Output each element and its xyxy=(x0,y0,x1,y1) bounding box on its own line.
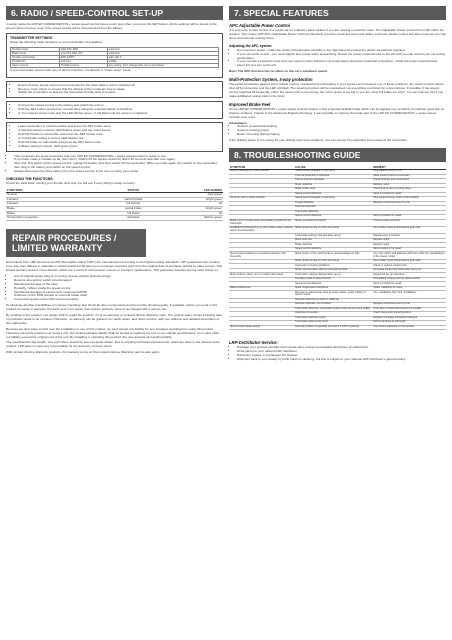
table-cell: Defective connection xyxy=(294,312,372,317)
table-cell: Receiver problem (especially with some 2.4GHz systems) xyxy=(294,325,372,330)
table-cell: Motor defective xyxy=(294,183,372,188)
list-item: • Superior braking power xyxy=(237,129,446,133)
list-item: • Connect the speed control to the battery and switch the unit on. xyxy=(18,104,219,108)
warranty-p2: To eliminate all other possibilities or improper handling, first check all other components and the trouble shooting guide, if available, before you send in this product for repair or warranty. Products sent in for repair, that operate perfectly, have to be charged with a service fee. xyxy=(6,303,218,312)
table-cell: bright green xyxy=(163,207,223,212)
table-cell: Transmitter defective, Transmitter output power too low, poor quality xyxy=(294,307,372,312)
table-cell: Allow speed control to cool down xyxy=(372,174,446,179)
brake-title: Improved Brake Feel xyxy=(229,101,271,107)
table-cell: partial throttle xyxy=(103,197,163,202)
column-header: REMEDY xyxy=(372,165,446,170)
list-item: • Ensure that the speed control is not connected to the drive battery and is switched off. xyxy=(18,84,219,88)
table-cell: Crystal defective xyxy=(294,201,372,206)
table-cell: Brake defective xyxy=(294,243,372,248)
list-item: • For maximum power - rotate the power potentiometer carefully to the right-hand stop using the plastic screwdriver supplied. xyxy=(237,49,446,53)
troubleshooting-table xyxy=(229,165,446,330)
table-cell: Motor worn out xyxy=(294,238,372,243)
table-row xyxy=(229,325,446,330)
list-item: • Connected speed control with reversed polarity xyxy=(14,298,223,302)
list-item: • Soldered on the PCB (except on external solder tabs) xyxy=(14,294,223,298)
list-item: • Hold the SET button pressed for at least 3sec using the supplied plastic screwdriver. xyxy=(18,108,219,112)
distributor-service xyxy=(229,340,446,362)
distributor-title: LRP-Distributor-Service: xyxy=(229,340,278,346)
table-cell: Solder capacitors to motor xyxy=(372,286,446,291)
table-cell: Brake travel xyxy=(11,51,60,55)
warranty-p6: With Limited Lifetime Warranty products, the warranty terms on the Limited Lifetime Warranty card do also apply. xyxy=(6,350,160,355)
manual-page xyxy=(6,6,446,634)
repair-heading: REPAIR PROCEDURES / LIMITED WARRANTY xyxy=(6,229,146,257)
list-item: • Hold full throttle on transmitter and press the SET button once. xyxy=(18,133,219,137)
table-cell: Speed control defective xyxy=(294,215,372,220)
after-setup-list xyxy=(6,155,223,175)
table-cell: Replace motor xyxy=(372,238,446,243)
list-item: • Mechanical damage of electronical components/PCB xyxy=(14,291,223,295)
warranty-p5: The specifications like weight, size and others should be seen as guide values. Due to ongoing technical improvements, which are done in the interest of the product, LRP does not take any responsibility for the accuracy of these specs. xyxy=(6,340,220,349)
column-header: LED SHOWS xyxy=(163,188,223,193)
table-cell: Humidity inside of speed control xyxy=(294,277,372,282)
list-item: • Shipment back to you usually by COD (cash on delivery), but this is subject to your national LRP distributor's general policy. xyxy=(237,358,446,362)
list-item: • Package your product carefully and include sales receipt and detailed description of malfunction. xyxy=(237,346,446,350)
table-cell: full throttle xyxy=(103,202,163,207)
list-item: • ➔ You entered setup mode and the LED flashes green. It will flash until the setup is completed. xyxy=(18,112,219,116)
table-cell: Thermal protection is activated xyxy=(294,174,372,179)
table-cell: bright green xyxy=(163,197,223,202)
table-cell: Forward xyxy=(6,197,103,202)
transmitter-title: TRANSMITTER SETTINGS xyxy=(10,35,53,40)
table-cell: any setting, don't change after set-up procedure! xyxy=(107,63,218,67)
adjusting-title: Adjusting the APC system: xyxy=(229,43,273,48)
table-cell: If the case of transmitter/receiver is metallic xyxy=(372,307,446,312)
list-item: • If your car tends to spin - you need slightly less power when accelerating. Rotate the power potentiometer to the left until you can control your car during acceleration. xyxy=(237,53,446,61)
table-cell: Brake xyxy=(6,207,103,212)
table-cell: Speed control plugged in incorrectly xyxy=(294,170,372,175)
list-item: • Leave transmitter in neutral position and press the SET button once. xyxy=(18,125,219,129)
column-header: CAUSE xyxy=(294,165,372,170)
section-6-heading: 6. RADIO / SPEED-CONTROL SET-UP xyxy=(6,6,223,20)
table-cell: Transmitter settings changed after set-up xyxy=(294,234,372,239)
multi-protection-text: The perfect protection against short circuits (motor), overload and overheating. If your speed-control detects one of these problems, the motor function will be shut-off for protection and the LED will flash. The steering function will be maintained. Let everything cool down for a few minutes, if possible. If the speed-control switches off frequently, either the used motor is too strong, the motor pinion is too big or you are using full brake too often. You can improve this if you make additional cooling slots in the body. xyxy=(229,82,444,98)
list-item: • Always disconnect the drive battery from the speed control, if you are not using your model. xyxy=(14,170,223,174)
table-cell: Use smaller motor pinion/reduce gear ratio xyxy=(372,259,446,264)
checking-table xyxy=(6,188,223,221)
table-cell: Use smaller motor pinion/reduce gear ratio xyxy=(372,226,446,233)
table-cell: Motor pinion or the motor/inertia or torque/voltage too high xyxy=(294,252,372,259)
table-cell: Replace / recharge transmitter batteries xyxy=(372,316,446,321)
table-cell: maximum xyxy=(107,47,218,51)
checking-sub: Check the LED when moving your throttle stick and you will see if everything is setup correctly: xyxy=(6,181,136,186)
list-item: • ➔ Full-throttle setting is stored. LED flashes red. xyxy=(18,137,219,141)
table-cell: Servo is working, no motor function xyxy=(229,170,294,175)
right-column xyxy=(229,6,446,364)
transmitter-table xyxy=(10,47,219,68)
setup-intro: In setup mode the LRP EP CONDENSATION + series speed control stores every step when you press the SET button. All the settings will be stored in the speed control memory even if the speed control will be disconnected from the battery. xyxy=(6,22,217,30)
table-cell: Test current capacitor on the receiver xyxy=(372,325,446,330)
list-item: • Humidity / Water inside the speed control xyxy=(14,287,223,291)
table-cell: Throttle reverse xyxy=(59,63,107,67)
multi-protection-title: Multi-Protection System, 3-way protection xyxy=(229,77,313,83)
table-cell: High ATV, EPA xyxy=(59,47,107,51)
table-cell: Throttle travel xyxy=(11,47,60,51)
table-cell: Receiver antenna too short or coiled up xyxy=(294,298,372,303)
transmitter-settings-box xyxy=(6,33,223,78)
list-item: • Remove motor pinion or ensure that the wheels of the model are free to rotate. xyxy=(18,88,219,92)
list-item: • Send parcel to your national LRP distributor. xyxy=(237,350,446,354)
table-cell: Connecting wire damaged xyxy=(294,179,372,184)
table-cell: Replace motor xyxy=(372,183,446,188)
distributor-list xyxy=(229,346,446,362)
table-cell: Send in product for repair xyxy=(372,192,446,197)
table-cell: maximum xyxy=(107,51,218,55)
list-item: • If your car has a powerful motor and your speed control switches into temperature protection (overload protection) - rotate the power potentiometer about 1/3 of a turn to the left. xyxy=(237,60,446,68)
checking-title: CHECKING THE FUNCTIONS: xyxy=(6,177,54,182)
table-cell: Use only motors and batteries which are within the specifications of the speed control xyxy=(373,251,445,258)
list-item: • Hold full brake on transmitter and press the SET button once. xyxy=(18,141,219,145)
table-cell: Temperature protection xyxy=(6,216,103,221)
table-cell: activated xyxy=(103,216,163,221)
table-cell: Plug speed control in with correct polarity xyxy=(372,197,446,202)
apc-note: Note: The APC function has no effect on the car's maximum speed. xyxy=(229,69,328,74)
table-cell: Send product in for repair xyxy=(372,247,446,252)
apc-title: APC Adjustable Power Control xyxy=(229,23,291,28)
table-cell: full brake xyxy=(103,211,163,216)
table-cell: Motor pinion too big or motor too strong xyxy=(294,226,372,233)
table-cell: Motor suppression insufficient xyxy=(294,286,372,291)
table-cell: Speed control switches to overload protection (off) frequently xyxy=(229,252,294,259)
table-cell: Use „Installation Tips" and „Installation" xyxy=(372,291,446,298)
brake-note: If the braking power is too strong for your driving style and conditions, you can reduce it by adjusting servo travel of the transmitter. xyxy=(229,138,408,143)
prep-box xyxy=(6,81,223,99)
table-cell: Speed control defective xyxy=(294,282,372,287)
table-cell: Speed control heats strong xyxy=(229,325,294,330)
table-cell: Pull out antenna to full length xyxy=(372,321,446,326)
list-item: • Smooth, proportional braking xyxy=(237,125,446,129)
list-item: • ➔ Neutral setting is stored. LED flashes green and the motor beeps. xyxy=(18,129,219,133)
transmitter-row xyxy=(11,63,219,67)
table-cell: Motor connected incorrectly xyxy=(294,219,372,226)
table-cell: Repeat setup procedure xyxy=(372,234,446,239)
table-cell xyxy=(229,291,294,298)
table-cell: Transmitter settings changed after set-up xyxy=(294,273,372,278)
table-cell: Transmitter defective xyxy=(294,210,372,215)
column-header: FUNCTION xyxy=(6,188,103,193)
store-settings-box xyxy=(6,122,223,151)
table-cell: partial brake xyxy=(103,207,163,212)
brake-text: All the LRP EP CONDENSATION + series speed controls feature a fully proportional EMF brake which can be applied very sensitivly to maintain good grip on slippery surfaces. Thanks to the Advanced Digital technology, it was possible to improve the brake feel of the LRP EP CONDENSATION + series speed controls even more. xyxy=(229,106,445,119)
list-item: • Reverse wire and/or switch wire damaged xyxy=(14,279,223,283)
list-item: • Distributor repairs or exchanges the product. xyxy=(237,354,446,358)
table-cell: Forward xyxy=(6,202,103,207)
table-cell: off xyxy=(163,202,223,207)
table-cell: Speed control defective xyxy=(294,192,372,197)
section-7-heading: 7. SPECIAL FEATURES xyxy=(229,6,446,20)
table-cell: Send in product for repair xyxy=(372,215,446,220)
list-item: • Switch the transmitter on and set the transmitter throttle stick to neutral. xyxy=(18,91,219,95)
table-cell: Replace components one by one xyxy=(372,303,446,308)
table-cell: Replace motor xyxy=(372,243,446,248)
table-cell: Receiver or antenna too close to power cables, motor, battery or speed control xyxy=(294,291,372,298)
section-8-heading: 8. TROUBLESHOOTING GUIDE xyxy=(229,148,446,162)
table-cell: Motor runs in reverse when accelerating forward on the transmitter xyxy=(229,219,294,226)
store-settings-list xyxy=(10,125,219,148)
table-cell: Motor used too often without cool down periods xyxy=(294,268,372,273)
list-item: • ➔ Brake setting is stored. LED glows green. xyxy=(18,145,219,149)
table-row xyxy=(6,216,223,221)
adjusting-list xyxy=(229,49,446,69)
table-cell: Motor pinion too big or motor too strong xyxy=(294,259,372,264)
table-cell: Receiver defective, too sensitive xyxy=(294,303,372,308)
table-cell: Receiver defective xyxy=(294,206,372,211)
table-cell: Radio interference xyxy=(229,286,294,291)
table-cell: Check that no wire is strong freely xyxy=(372,188,446,193)
table-cell: Let speed control cool down after every run xyxy=(372,268,446,273)
column-header: SYMPTOM xyxy=(229,165,294,170)
transmitter-note: If your transmitter doesn't offer any of above functions, it's already in "basic setup" mode. xyxy=(10,67,132,72)
table-cell: EXP, EXPO xyxy=(59,55,107,59)
table-cell: middle xyxy=(107,59,218,63)
table-cell: off xyxy=(163,211,223,216)
table-cell: dark green xyxy=(163,192,223,197)
table-cell: Repeat full set-up procedure xyxy=(372,273,446,278)
table-cell: Throttle exponential xyxy=(11,55,60,59)
list-item: • This completes the setup procedure and your LRP EP CONDENSATION + series speed-control is ready to use. xyxy=(14,155,223,159)
list-item: • Mechanical damage of the case xyxy=(14,283,223,287)
advantages-list xyxy=(229,125,446,137)
table-cell: Immediately unplug and dry speed control xyxy=(372,277,446,282)
table-cell: Speed control plugged in incorrectly xyxy=(294,197,372,202)
table-cell: Check plugs and connecting wires xyxy=(372,312,446,317)
warranty-p3: By sending in this product, you assign LRP to repair the product, if it is no warranty or Limited Lifetime Warranty case. The original sales receipt including date of purchase needs to be included. Otherwise, no warranty can be granted. For quick repair- and return service, add your address and detailed description of the malfunction. xyxy=(6,313,222,325)
table-cell: Brake xyxy=(6,211,103,216)
column-header: STATUS xyxy=(103,188,163,193)
prep-list xyxy=(10,84,219,96)
table-cell: Plug speed control in Ch2 xyxy=(372,170,446,175)
table-cell: Check all plugs and connections xyxy=(372,179,446,184)
table-cell: flashes green xyxy=(163,216,223,221)
warranty-exclusions-list xyxy=(6,275,223,302)
table-cell: Throttle trim xyxy=(11,59,60,63)
table-cell: Insufficient performance (e.g. poor brake power, reduced power at acceleration) xyxy=(230,226,293,233)
table-cell: Send in product for repair xyxy=(372,282,446,287)
list-item: • Better cornering during braking xyxy=(237,133,446,137)
enter-setup-box xyxy=(6,101,223,119)
table-cell: Connect motor correctly xyxy=(372,219,446,226)
table-cell: Transmitter batteries empty xyxy=(294,316,372,321)
table-cell: Motor stutters, stops, no or constant slow speed xyxy=(229,273,294,278)
table-cell: No servo and no motor function xyxy=(229,197,294,202)
table-row xyxy=(229,226,446,233)
list-item: • If you have made a mistake so far, don't worry. Switch off the speed-control for about 10 seconds and start over again. xyxy=(14,158,223,162)
table-cell: Neutral xyxy=(6,192,103,197)
table-cell: Sub trim xyxy=(59,59,107,63)
enter-setup-list xyxy=(10,104,219,116)
warranty-p1: All products from LRP electronic GmbH (hereinafter called "LRP") are manufactured according to the highest quality standards. LRP guarantees this product to be free from defects in materials or workmanship for 90 days (non european countries only) from the original date of purchase verified by sales receipt. This limited warranty doesn't cover defects, which are a result of normal wear, misuse or improper maintenance. This guarantee includes among other things on: xyxy=(6,260,223,272)
table-cell: Low ATV, EPA, ATL xyxy=(59,51,107,55)
advantages-title: Advantages: xyxy=(229,120,248,125)
table-cell: Speed control defective xyxy=(294,247,372,252)
table-cell: Servo reverse xyxy=(11,63,60,67)
table-cell: Connector or bearing problems xyxy=(294,264,372,269)
transmitter-sub: Setup the following basic functions on your transmitter (if available): xyxy=(10,39,103,44)
table-cell: Check or replace components xyxy=(372,264,446,269)
apc-text: It is very easy to lose control of a model car on a slippery track surface if you are running a powerful motor. The Adjustable Power Control from LRP offers the solution. The unique LRP APC (Adjustable Power Control) effectively prevents unwanted spins and slides, improves vehicle control and thus improves your lap times and extends running times. xyxy=(229,28,446,40)
left-column xyxy=(6,6,223,357)
table-cell: start with 0 xyxy=(107,55,218,59)
table-cell: Transmitter antenna too short xyxy=(294,321,372,326)
list-item: • Cut off original power plug or not using reverse polarity protected plugs xyxy=(14,275,223,279)
table-cell: Motor solder short xyxy=(294,188,372,193)
list-item: • After this, first switch off the speed-control, unplug the battery and then switch off the transmitter. When you start again, first switch on the transmitter, then plug in the battery and switch on the speed-control. xyxy=(14,162,223,170)
warranty-p4: Because we don't have control over the installation or use of this product, we can't accept any liability for any damages resulting from using this product. Therefore using this product is at owner's risk. Our limited warranty liability shall be limited to repairing the unit to our original specifications. In no case shall our liability exceed the original cost of the unit. By installing or operating this product, the user accepts all resulting liability. xyxy=(6,326,219,339)
table-cell: Replace components one by one xyxy=(372,201,446,206)
